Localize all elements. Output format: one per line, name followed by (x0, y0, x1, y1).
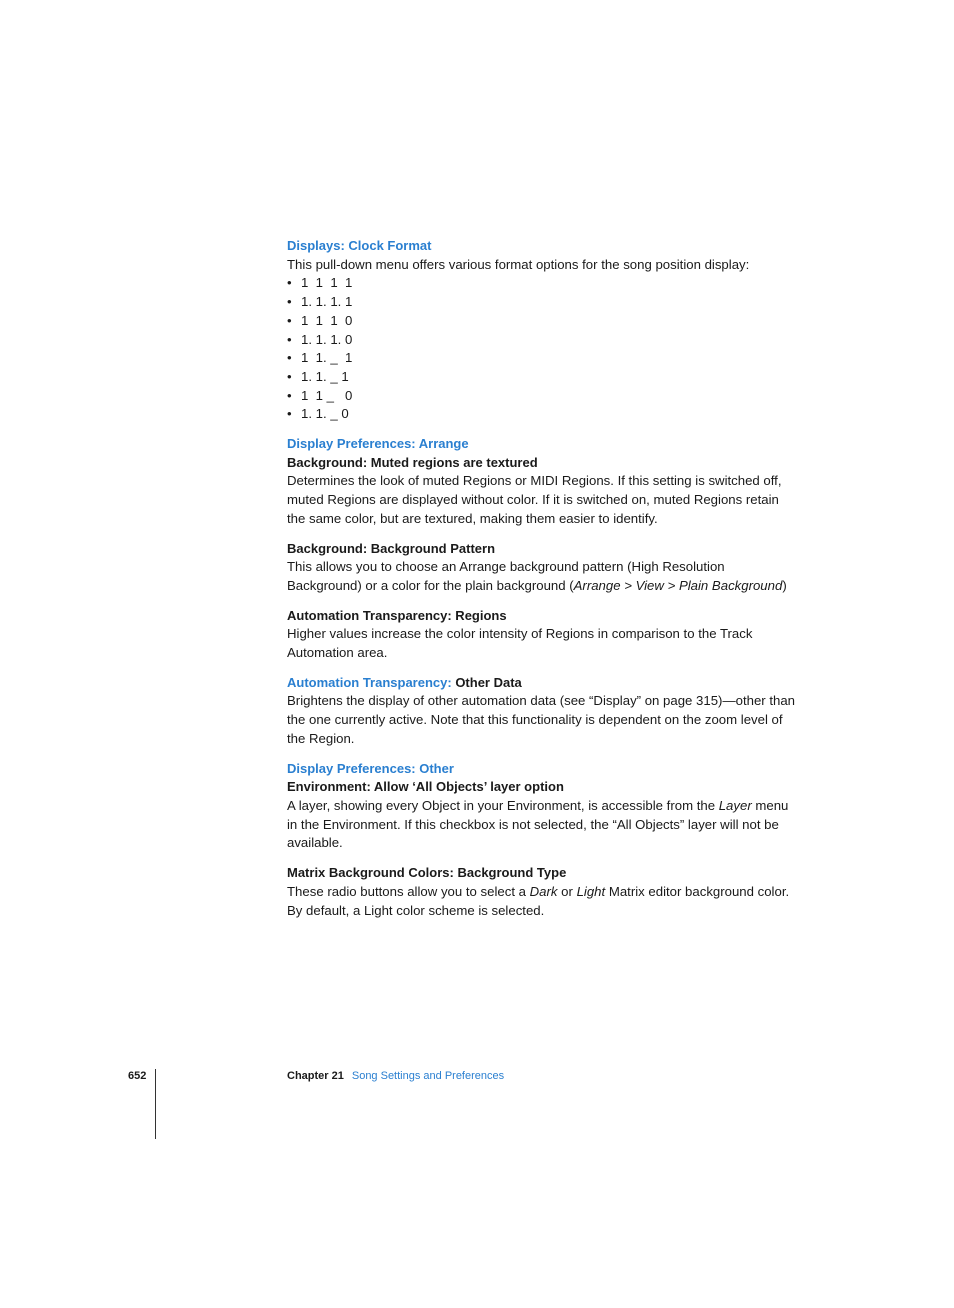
page-number: 652 (128, 1070, 147, 1082)
clock-format-intro: This pull-down menu offers various format options for the song position display: (287, 256, 750, 272)
clock-format-heading: Displays: Clock Format (287, 238, 432, 253)
environment-subheading: Environment: Allow ‘All Objects’ layer option (287, 779, 564, 795)
automation-other-subheading-rest: Other Data (451, 674, 522, 690)
muted-regions-subheading: Background: Muted regions are textured (287, 454, 538, 470)
arrange-heading: Display Preferences: Arrange (287, 436, 469, 452)
background-pattern-subheading: Background: Background Pattern (287, 540, 496, 556)
background-pattern-text-end: ) (782, 577, 787, 593)
automation-other-subheading-blue: Automation Transparency: (287, 674, 452, 690)
list-item: • 1 1 1 0 (287, 312, 797, 331)
dark-term: Dark (529, 883, 558, 899)
automation-other-body: Brightens the display of other automation data (see “Display” on page 315)—other than the one currently active. Note that this functionality is dependent on the zoom level of the Region. (287, 693, 796, 746)
matrix-text-or: or (557, 883, 577, 899)
muted-regions-body: Determines the look of muted Regions or MIDI Regions. If this setting is switched off, muted Regions are displayed without color. If it is switched on, muted Regions retain the same color, but are textured, making them easier to identify. (287, 473, 782, 526)
footer-chapter (287, 1070, 504, 1082)
automation-regions-body: Higher values increase the color intensity of Regions in comparison to the Track Automation area. (287, 626, 753, 661)
automation-regions-subheading: Automation Transparency: Regions (287, 607, 507, 623)
list-item: • 1. 1. 1. 0 (287, 331, 797, 350)
environment-text-end: menu in the Environment. If this checkbox is not selected, the “All Objects” layer will not be available. (287, 797, 789, 851)
clock-format-list (287, 274, 797, 424)
environment-text: A layer, showing every Object in your Environment, is accessible from the (287, 797, 719, 813)
list-item: • 1 1 1 1 (287, 274, 797, 293)
chapter-title: Song Settings and Preferences (351, 1070, 505, 1082)
chapter-label: Chapter 21 (287, 1070, 344, 1082)
footer-divider (155, 1069, 156, 1139)
page-content (287, 237, 797, 920)
matrix-text-end: Matrix editor background color. By default, a Light color scheme is selected. (287, 883, 790, 918)
background-pattern-text: This allows you to choose an Arrange background pattern (High Resolution Background) or a color for the plain background ( (287, 559, 725, 593)
menu-path: Arrange > View > Plain Background (573, 577, 783, 593)
other-heading: Display Preferences: Other (287, 760, 454, 776)
matrix-subheading: Matrix Background Colors: Background Type (287, 865, 567, 881)
light-term: Light (576, 883, 606, 899)
layer-term: Layer (718, 797, 752, 813)
list-item: • 1. 1. _ 1 (287, 368, 797, 387)
background-pattern-body (287, 558, 797, 595)
automation-other-subheading (287, 674, 797, 693)
list-item: • 1 1. _ 1 (287, 349, 797, 368)
list-item: • 1 1 _ 0 (287, 387, 797, 406)
list-item: • 1. 1. _ 0 (287, 405, 797, 424)
list-item: • 1. 1. 1. 1 (287, 293, 797, 312)
matrix-text: These radio buttons allow you to select a (287, 883, 530, 899)
environment-body (287, 797, 797, 853)
matrix-body (287, 883, 797, 920)
